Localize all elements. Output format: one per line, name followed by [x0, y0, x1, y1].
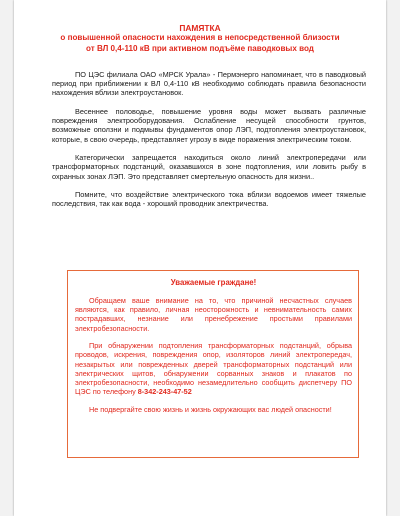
document-page — [14, 0, 386, 516]
notice-paragraph-3: Не подвергайте свою жизнь и жизнь окружающих вас людей опасности! — [89, 404, 332, 414]
body-paragraph-2: Весеннее половодье, повышение уровня воды может вызвать различные повреждения электрооборудования. Ослабление несущей способности грунтов, возможные оползни и подмывы фундаментов опор ЛЭП, подтопления электроустановок, которые, в свою очередь, представляет угрозу в виде поражения электрическим током. — [52, 107, 366, 144]
body-paragraph-1: ПО ЦЭС филиала ОАО «МРСК Урала» - Пермэнерго напоминает, что в паводковый период при приближении к ВЛ 0,4-110 кВ необходимо соблюдать правила безопасности нахождения вблизи электроустановок. — [52, 70, 366, 98]
memo-title: ПАМЯТКА — [179, 23, 221, 33]
memo-heading — [14, 23, 386, 54]
body-paragraph-4: Помните, что воздействие электрического тока вблизи водоемов имеет тяжелые последствия, так как вода - хороший проводник электричества. — [52, 190, 366, 209]
notice-paragraph-2 — [75, 341, 352, 396]
dispatcher-phone: 8-342-243-47-52 — [137, 387, 192, 397]
notice-title: Уважаемые граждане! — [170, 278, 257, 287]
memo-body — [52, 70, 366, 218]
body-paragraph-3: Категорически запрещается находиться около линий электропередачи или трансформаторных подстанций, оказавшихся в зоне подтопления, или ловить рыбу в охранных зонах ЛЭП. Это представляет смертельную опасность для жизни.. — [52, 153, 366, 181]
memo-subtitle-line1: о повышенной опасности нахождения в непосредственной близости — [60, 33, 340, 43]
memo-subtitle-line2: от ВЛ 0,4-110 кВ при активном подъёме паводковых вод — [86, 43, 314, 53]
notice-paragraph-2-text: При обнаружении подтопления трансформаторных подстанций, обрыва проводов, искрения, повреждения опор, изоляторов линий электропередач, незакрытых или поврежденных дверей трансформаторных подстанций или электрических щитов, обнаружении сорванных знаков и плакатов по электробезопасности, необходимо незамедлительно сообщить диспетчеру ПО ЦЭС по телефону — [75, 341, 352, 397]
citizens-notice-box — [67, 270, 359, 458]
notice-paragraph-1: Обращаем ваше внимание на то, что причиной несчастных случаев являются, как правило, личная неосторожность и невнимательность самих пострадавших, незнание или пренебрежение простыми правилами электробезопасности. — [75, 296, 352, 333]
